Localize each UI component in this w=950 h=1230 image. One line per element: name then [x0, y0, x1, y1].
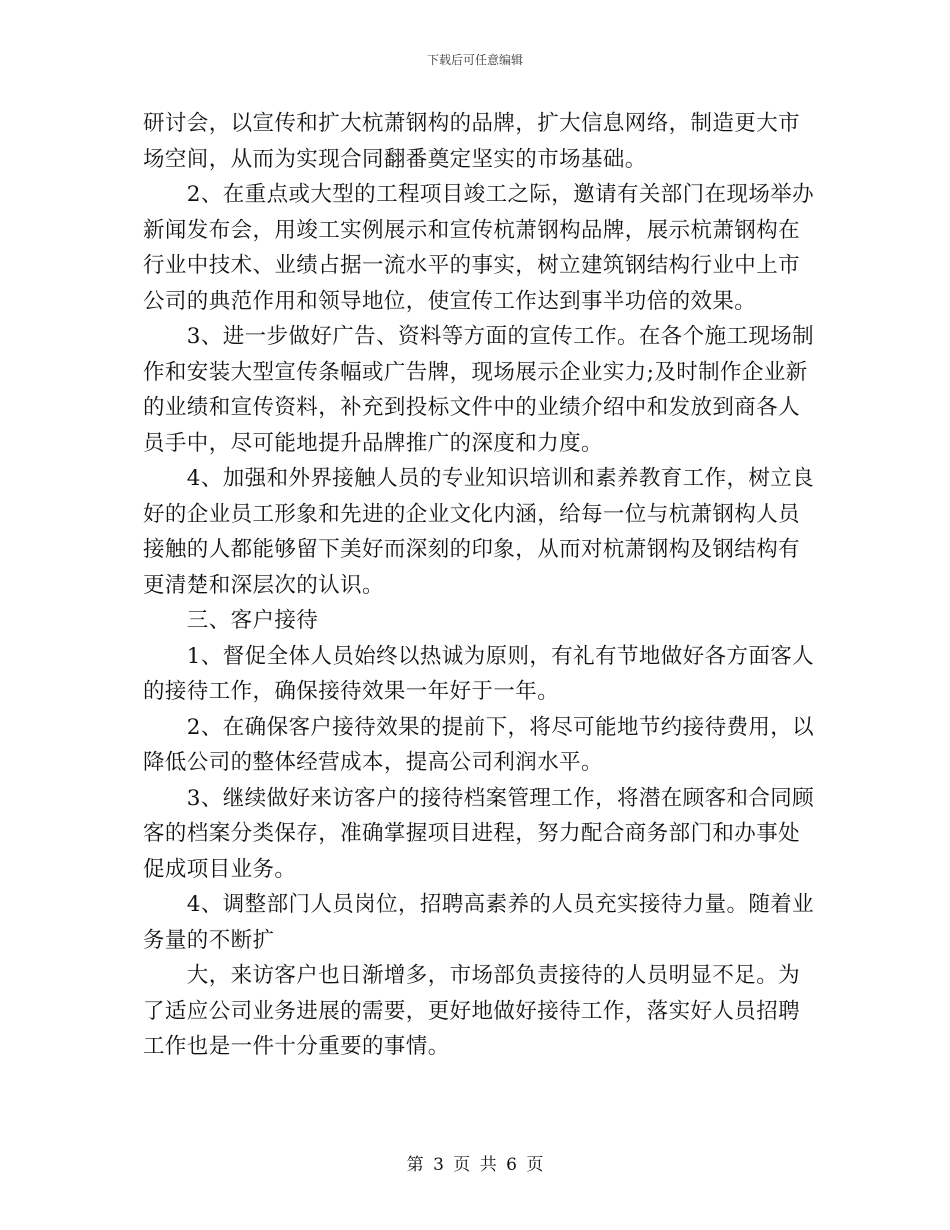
text-line: 4、加强和外界接触人员的专业知识培训和素养教育工作，树立良: [143, 466, 815, 491]
text-line: 公司的典范作用和领导地位，使宣传工作达到事半功倍的效果。: [143, 288, 757, 314]
text-line: 工作也是一件十分重要的事情。: [143, 1034, 450, 1059]
page-number: 第 3 页 共 6 页: [406, 1155, 544, 1175]
text-line: 3、进一步做好广告、资料等方面的宣传工作。在各个施工现场制: [143, 324, 815, 349]
text-line: 场空间，从而为实现合同翻番奠定坚实的市场基础。: [143, 146, 647, 172]
text-line: 大，来访客户也日渐增多，市场部负责接待的人员明显不足。为: [143, 963, 801, 988]
document-body: [143, 106, 815, 1065]
text-line: 行业中技术、业绩占据一流水平的事实，树立建筑钢结构行业中上市: [143, 253, 801, 278]
text-line: 1、督促全体人员始终以热诚为原则，有礼有节地做好各方面客人: [143, 643, 815, 669]
text-line: 务量的不断扩: [143, 927, 275, 953]
text-line: 4、调整部门人员岗位，招聘高素养的人员充实接待力量。随着业: [143, 892, 815, 917]
page-header: 下载后可任意编辑: [426, 53, 523, 67]
text-line: 的接待工作，确保接待效果一年好于一年。: [143, 679, 560, 704]
text-line: 2、在重点或大型的工程项目竣工之际，邀请有关部门在现场举办: [143, 182, 815, 207]
text-line: 员手中，尽可能地提升品牌推广的深度和力度。: [143, 430, 603, 456]
text-line: 客的档案分类保存，准确掌握项目进程，努力配合商务部门和办事处: [143, 821, 801, 846]
text-line: 降低公司的整体经营成本，提高公司利润水平。: [143, 750, 603, 775]
text-line: 了适应公司业务进展的需要，更好地做好接待工作，落实好人员招聘: [143, 998, 801, 1024]
text-line: 研讨会，以宣传和扩大杭萧钢构的品牌，扩大信息网络，制造更大市: [143, 111, 801, 136]
text-line: 3、继续做好来访客户的接待档案管理工作，将潜在顾客和合同顾: [143, 785, 815, 811]
text-line: 促成项目业务。: [143, 856, 297, 882]
section-heading: 三、客户接待: [143, 608, 319, 633]
text-line: 好的企业员工形象和先进的企业文化内涵，给每一位与杭萧钢构人员: [143, 501, 801, 527]
text-line: 作和安装大型宣传条幅或广告牌，现场展示企业实力;及时制作企业新: [143, 359, 808, 385]
text-line: 更清楚和深层次的认识。: [143, 572, 384, 598]
text-line: 的业绩和宣传资料，补充到投标文件中的业绩介绍中和发放到商各人: [143, 395, 801, 420]
text-line: 接触的人都能够留下美好而深刻的印象，从而对杭萧钢构及钢结构有: [143, 537, 801, 562]
text-line: 2、在确保客户接待效果的提前下，将尽可能地节约接待费用，以: [143, 714, 815, 740]
text-line: 新闻发布会，用竣工实例展示和宣传杭萧钢构品牌，展示杭萧钢构在: [143, 217, 801, 243]
